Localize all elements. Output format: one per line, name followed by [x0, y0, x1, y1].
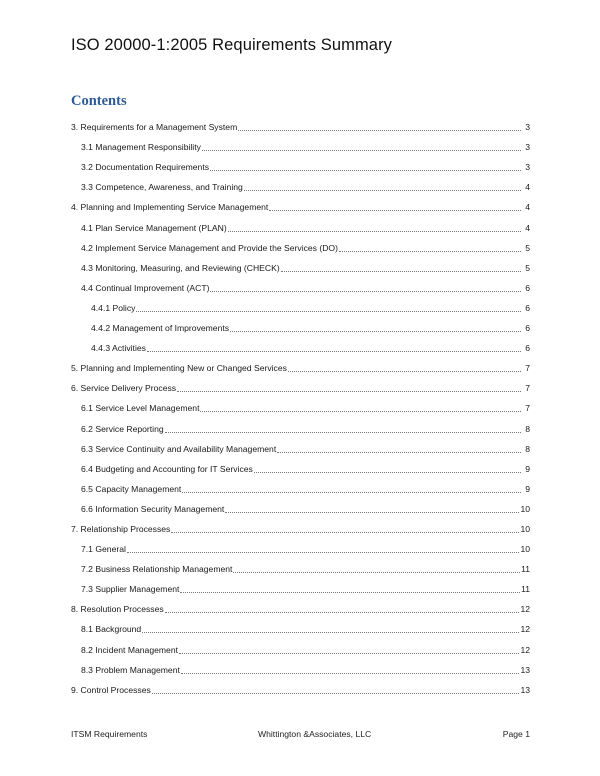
toc-entry-page-number: 12 — [520, 644, 530, 655]
toc-dot-leader — [281, 270, 521, 272]
toc-dot-leader — [181, 672, 520, 674]
toc-entry[interactable] — [71, 153, 530, 173]
toc-entry[interactable] — [71, 314, 530, 334]
footer-center-text: Whittington &Associates, LLC — [258, 729, 372, 739]
toc-entry-label: 5. Planning and Implementing New or Changed Services — [71, 363, 287, 374]
toc-entry-page-number: 6 — [525, 282, 530, 293]
toc-entry-page-number: 10 — [520, 523, 530, 534]
toc-entry-label: 6.6 Information Security Management — [81, 503, 225, 514]
toc-entry-label: 6.5 Capacity Management — [81, 483, 182, 494]
toc-dot-leader — [136, 310, 521, 312]
toc-entry-page-number: 3 — [525, 142, 530, 153]
toc-entry[interactable] — [71, 213, 530, 233]
toc-entry-page-number: 4 — [525, 222, 530, 233]
toc-entry[interactable] — [71, 374, 530, 394]
toc-entry[interactable] — [71, 535, 530, 555]
toc-entry-label: 7.1 General — [81, 544, 126, 555]
toc-entry-label: 6. Service Delivery Process — [71, 383, 177, 394]
toc-entry-label: 4.4.1 Policy — [91, 302, 136, 313]
toc-entry-label: 3.1 Management Responsibility — [81, 142, 201, 153]
toc-entry-label: 4.4 Continual Improvement (ACT) — [81, 282, 210, 293]
toc-entry[interactable] — [71, 495, 530, 515]
toc-entry[interactable] — [71, 113, 530, 133]
toc-entry[interactable] — [71, 334, 530, 354]
toc-entry-page-number: 10 — [520, 544, 530, 555]
toc-dot-leader — [165, 611, 520, 613]
toc-entry-label: 6.4 Budgeting and Accounting for IT Services — [81, 463, 253, 474]
toc-entry[interactable] — [71, 435, 530, 455]
toc-entry-label: 8.3 Problem Management — [81, 664, 180, 675]
toc-entry-label: 4.4.3 Activities — [91, 343, 146, 354]
toc-entry-page-number: 4 — [525, 182, 530, 193]
toc-entry-label: 3.2 Documentation Requirements — [81, 162, 210, 173]
toc-dot-leader — [238, 129, 521, 131]
toc-entry[interactable] — [71, 555, 530, 575]
toc-entry-label: 7. Relationship Processes — [71, 523, 171, 534]
toc-dot-leader — [179, 652, 519, 654]
toc-entry-page-number: 6 — [525, 323, 530, 334]
toc-dot-leader — [142, 631, 519, 633]
toc-dot-leader — [147, 350, 521, 352]
contents-heading: Contents — [71, 93, 127, 109]
toc-entry-page-number: 6 — [525, 343, 530, 354]
toc-entry-label: 4.3 Monitoring, Measuring, and Reviewing (CHECK) — [81, 262, 280, 273]
toc-entry-label: 4. Planning and Implementing Service Management — [71, 202, 269, 213]
toc-entry-label: 6.1 Service Level Management — [81, 403, 200, 414]
toc-entry-label: 8. Resolution Processes — [71, 604, 164, 615]
toc-entry-page-number: 7 — [525, 403, 530, 414]
toc-dot-leader — [254, 471, 521, 473]
toc-entry[interactable] — [71, 595, 530, 615]
toc-entry-label: 4.4.2 Management of Improvements — [91, 323, 230, 334]
toc-entry-page-number: 4 — [525, 202, 530, 213]
toc-dot-leader — [288, 370, 521, 372]
toc-dot-leader — [182, 491, 521, 493]
toc-dot-leader — [225, 511, 519, 513]
toc-entry-label: 3.3 Competence, Awareness, and Training — [81, 182, 243, 193]
footer-left-text: ITSM Requirements — [71, 729, 148, 739]
toc-entry[interactable] — [71, 575, 530, 595]
toc-dot-leader — [269, 209, 521, 211]
toc-entry[interactable] — [71, 354, 530, 374]
toc-entry[interactable] — [71, 234, 530, 254]
toc-entry-page-number: 5 — [525, 262, 530, 273]
toc-entry-page-number: 7 — [525, 383, 530, 394]
toc-dot-leader — [180, 591, 520, 593]
document-title: ISO 20000-1:2005 Requirements Summary — [71, 36, 393, 54]
toc-entry-page-number: 5 — [525, 242, 530, 253]
toc-entry[interactable] — [71, 455, 530, 475]
toc-entry[interactable] — [71, 414, 530, 434]
toc-entry-page-number: 13 — [520, 664, 530, 675]
toc-entry[interactable] — [71, 475, 530, 495]
toc-entry-label: 9. Control Processes — [71, 684, 151, 695]
toc-dot-leader — [244, 189, 521, 191]
toc-dot-leader — [165, 431, 521, 433]
toc-entry-label: 7.2 Business Relationship Management — [81, 564, 233, 575]
toc-dot-leader — [171, 531, 519, 533]
toc-entry-label: 8.2 Incident Management — [81, 644, 178, 655]
toc-entry-page-number: 9 — [525, 463, 530, 474]
toc-entry-label: 6.2 Service Reporting — [81, 423, 164, 434]
toc-dot-leader — [277, 451, 521, 453]
toc-dot-leader — [152, 692, 520, 694]
toc-dot-leader — [228, 230, 521, 232]
toc-entry[interactable] — [71, 515, 530, 535]
toc-entry-page-number: 10 — [520, 503, 530, 514]
toc-entry-label: 8.1 Background — [81, 624, 142, 635]
toc-entry-page-number: 8 — [525, 423, 530, 434]
toc-entry[interactable] — [71, 254, 530, 274]
toc-entry-page-number: 3 — [525, 122, 530, 133]
toc-entry-page-number: 3 — [525, 162, 530, 173]
toc-entry[interactable] — [71, 615, 530, 635]
toc-entry-page-number: 8 — [525, 443, 530, 454]
toc-dot-leader — [233, 571, 520, 573]
toc-dot-leader — [200, 410, 521, 412]
toc-entry[interactable] — [71, 173, 530, 193]
toc-dot-leader — [210, 290, 521, 292]
toc-entry[interactable] — [71, 656, 530, 676]
toc-entry-page-number: 12 — [520, 624, 530, 635]
table-of-contents — [71, 113, 530, 696]
toc-entry-label: 3. Requirements for a Management System — [71, 122, 238, 133]
toc-entry[interactable] — [71, 193, 530, 213]
toc-entry[interactable] — [71, 394, 530, 414]
toc-entry[interactable] — [71, 274, 530, 294]
toc-entry[interactable] — [71, 294, 530, 314]
toc-dot-leader — [230, 330, 521, 332]
toc-entry-page-number: 7 — [525, 363, 530, 374]
toc-entry-page-number: 11 — [521, 584, 530, 595]
toc-entry[interactable] — [71, 676, 530, 696]
toc-entry-page-number: 12 — [520, 604, 530, 615]
toc-entry-label: 4.1 Plan Service Management (PLAN) — [81, 222, 227, 233]
footer-page-number: Page 1 — [502, 729, 530, 739]
toc-dot-leader — [339, 250, 521, 252]
toc-entry-label: 4.2 Implement Service Management and Provide the Services (DO) — [81, 242, 338, 253]
toc-entry-label: 7.3 Supplier Management — [81, 584, 180, 595]
toc-entry-page-number: 11 — [521, 564, 530, 575]
toc-dot-leader — [202, 149, 521, 151]
toc-dot-leader — [210, 169, 521, 171]
toc-entry[interactable] — [71, 133, 530, 153]
toc-entry[interactable] — [71, 635, 530, 655]
toc-entry-label: 6.3 Service Continuity and Availability Management — [81, 443, 277, 454]
toc-dot-leader — [127, 551, 520, 553]
toc-dot-leader — [177, 390, 521, 392]
toc-entry-page-number: 6 — [525, 302, 530, 313]
toc-entry-page-number: 13 — [520, 684, 530, 695]
toc-entry-page-number: 9 — [525, 483, 530, 494]
